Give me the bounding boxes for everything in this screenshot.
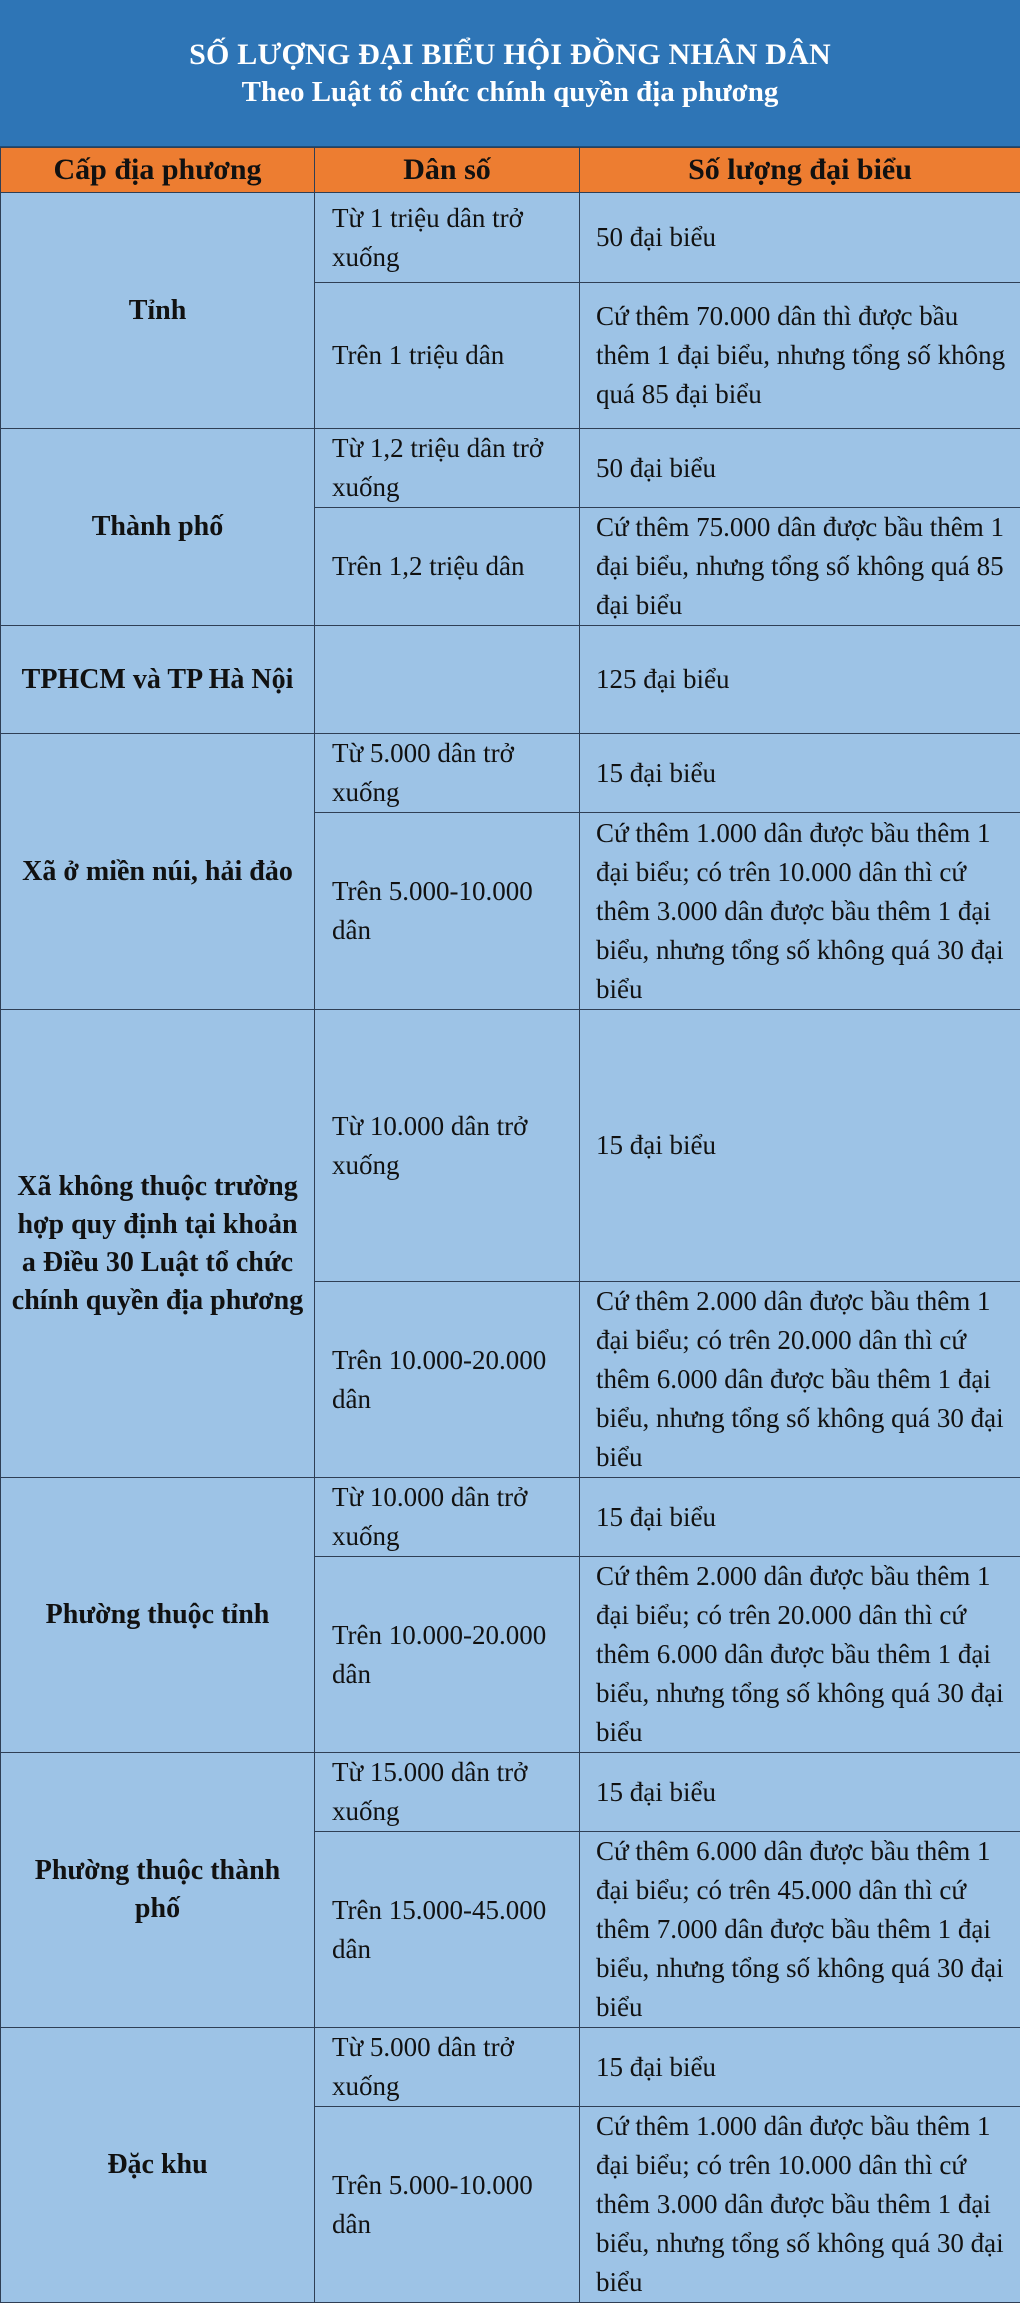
column-header-level: Cấp địa phương [1, 148, 315, 193]
population-cell: Trên 1 triệu dân [315, 283, 580, 429]
population-cell: Từ 1 triệu dân trở xuống [315, 193, 580, 283]
table-row [1, 1478, 1020, 1557]
population-cell: Từ 5.000 dân trở xuống [315, 734, 580, 813]
population-cell: Từ 5.000 dân trở xuống [315, 2028, 580, 2107]
level-cell: Xã không thuộc trường hợp quy định tại khoản a Điều 30 Luật tổ chức chính quyền địa phương [1, 1010, 315, 1478]
population-cell: Từ 10.000 dân trở xuống [315, 1478, 580, 1557]
table-row [1, 429, 1020, 508]
population-cell: Từ 1,2 triệu dân trở xuống [315, 429, 580, 508]
column-header-population: Dân số [315, 148, 580, 193]
population-cell: Trên 5.000-10.000 dân [315, 813, 580, 1010]
level-cell: Thành phố [1, 429, 315, 626]
delegates-cell: Cứ thêm 6.000 dân được bầu thêm 1 đại biểu; có trên 45.000 dân thì cứ thêm 7.000 dân được bầu thêm 1 đại biểu, nhưng tổng số không quá 30 đại biểu [580, 1832, 1020, 2028]
level-cell: TPHCM và TP Hà Nội [1, 626, 315, 734]
delegates-table [0, 147, 1020, 2303]
table-row [1, 193, 1020, 283]
delegates-cell: Cứ thêm 1.000 dân được bầu thêm 1 đại biểu; có trên 10.000 dân thì cứ thêm 3.000 dân được bầu thêm 1 đại biểu, nhưng tổng số không quá 30 đại biểu [580, 2107, 1020, 2303]
population-cell: Trên 1,2 triệu dân [315, 508, 580, 626]
population-cell: Trên 5.000-10.000 dân [315, 2107, 580, 2303]
delegates-cell: Cứ thêm 75.000 dân được bầu thêm 1 đại biểu, nhưng tổng số không quá 85 đại biểu [580, 508, 1020, 626]
table-row [1, 626, 1020, 734]
delegates-cell: 15 đại biểu [580, 1478, 1020, 1557]
population-cell [315, 626, 580, 734]
page-header [0, 0, 1020, 147]
level-cell: Tỉnh [1, 193, 315, 429]
population-cell: Từ 15.000 dân trở xuống [315, 1753, 580, 1832]
table-header-row [1, 148, 1020, 193]
delegates-cell: 15 đại biểu [580, 734, 1020, 813]
delegates-cell: 50 đại biểu [580, 429, 1020, 508]
delegates-cell: 50 đại biểu [580, 193, 1020, 283]
column-header-delegates: Số lượng đại biểu [580, 148, 1020, 193]
delegates-cell: Cứ thêm 70.000 dân thì được bầu thêm 1 đại biểu, nhưng tổng số không quá 85 đại biểu [580, 283, 1020, 429]
table-row [1, 2028, 1020, 2107]
population-cell: Trên 10.000-20.000 dân [315, 1557, 580, 1753]
level-cell: Phường thuộc thành phố [1, 1753, 315, 2028]
level-cell: Đặc khu [1, 2028, 315, 2303]
table-row [1, 1010, 1020, 1282]
level-cell: Phường thuộc tỉnh [1, 1478, 315, 1753]
delegates-cell: 15 đại biểu [580, 2028, 1020, 2107]
table-row [1, 1753, 1020, 1832]
delegates-cell: Cứ thêm 1.000 dân được bầu thêm 1 đại biểu; có trên 10.000 dân thì cứ thêm 3.000 dân được bầu thêm 1 đại biểu, nhưng tổng số không quá 30 đại biểu [580, 813, 1020, 1010]
level-cell: Xã ở miền núi, hải đảo [1, 734, 315, 1010]
population-cell: Trên 15.000-45.000 dân [315, 1832, 580, 2028]
population-cell: Trên 10.000-20.000 dân [315, 1282, 580, 1478]
delegates-cell: 125 đại biểu [580, 626, 1020, 734]
table-row [1, 734, 1020, 813]
delegates-cell: 15 đại biểu [580, 1753, 1020, 1832]
delegates-cell: Cứ thêm 2.000 dân được bầu thêm 1 đại biểu; có trên 20.000 dân thì cứ thêm 6.000 dân được bầu thêm 1 đại biểu, nhưng tổng số không quá 30 đại biểu [580, 1282, 1020, 1478]
page-subtitle: Theo Luật tổ chức chính quyền địa phương [242, 76, 779, 109]
page-title: SỐ LƯỢNG ĐẠI BIỂU HỘI ĐỒNG NHÂN DÂN [189, 38, 831, 72]
delegates-cell: Cứ thêm 2.000 dân được bầu thêm 1 đại biểu; có trên 20.000 dân thì cứ thêm 6.000 dân được bầu thêm 1 đại biểu, nhưng tổng số không quá 30 đại biểu [580, 1557, 1020, 1753]
population-cell: Từ 10.000 dân trở xuống [315, 1010, 580, 1282]
delegates-cell: 15 đại biểu [580, 1010, 1020, 1282]
